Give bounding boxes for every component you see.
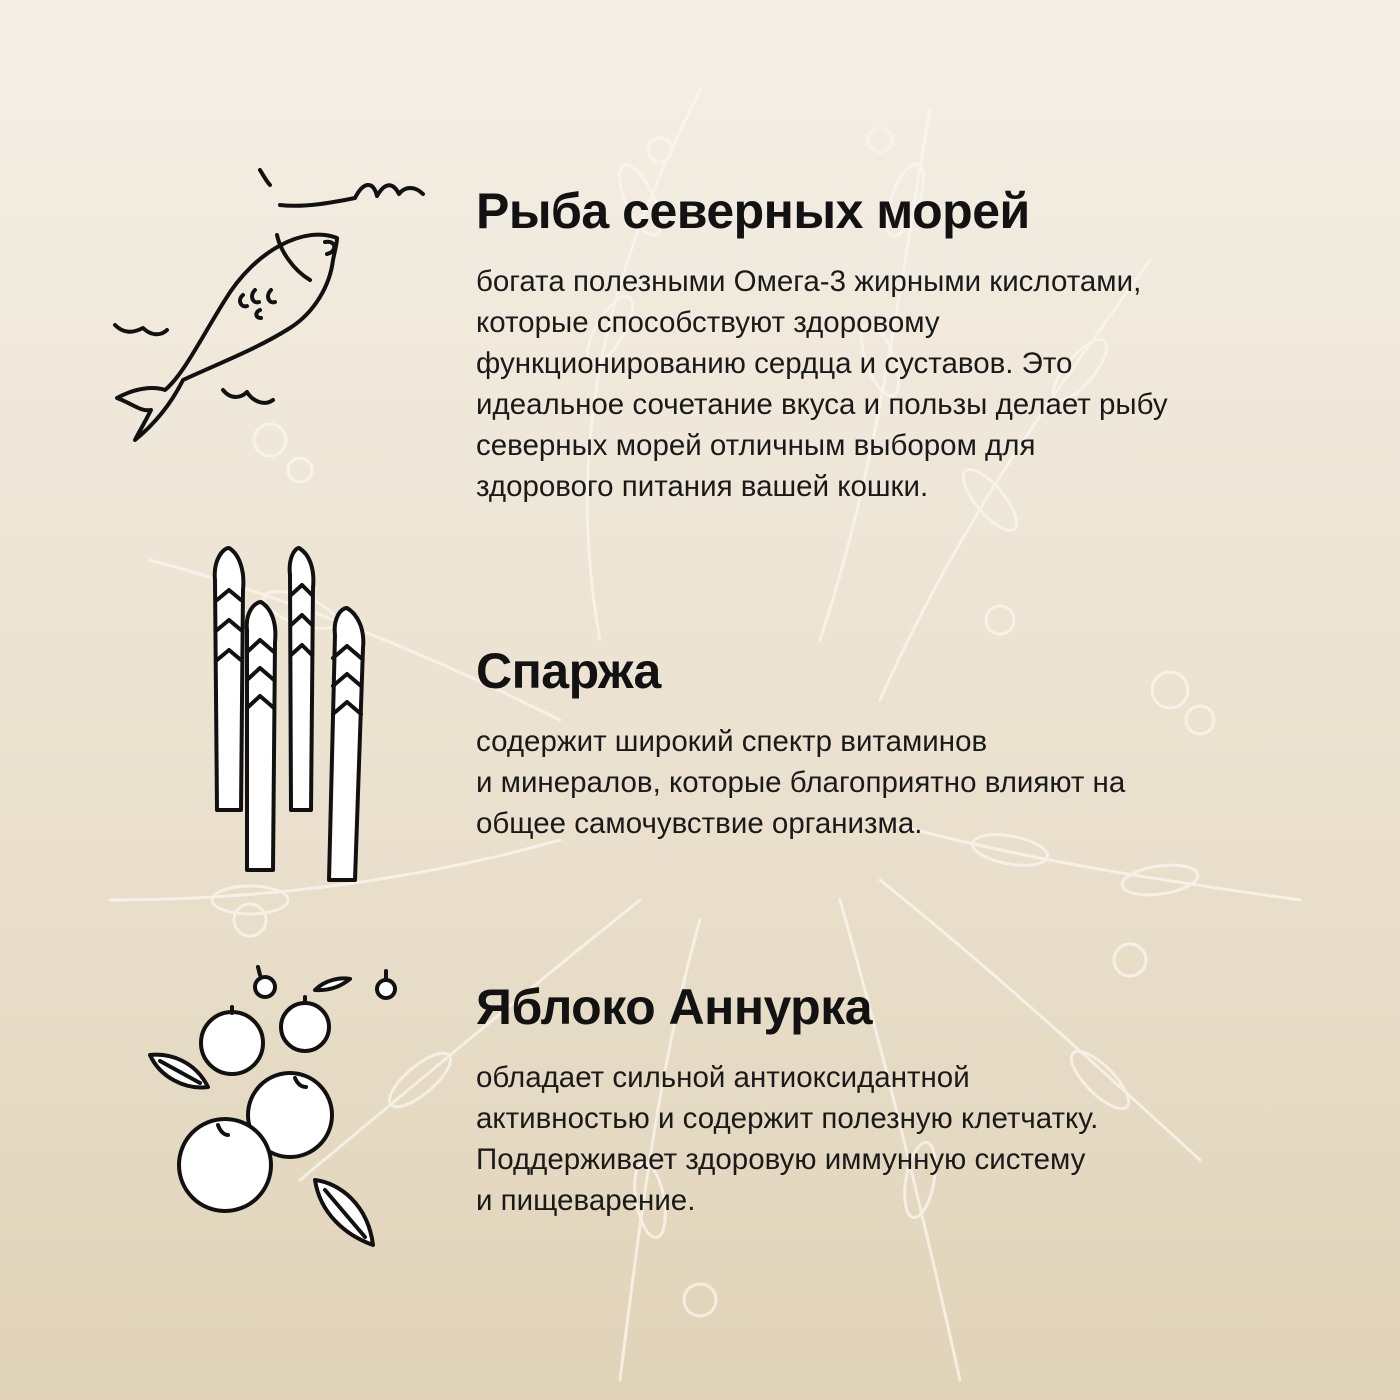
- description-line: и минералов, которые благоприятно влияют на: [476, 766, 1126, 799]
- section-description: [476, 1057, 1296, 1221]
- description-line: функционированию сердца и суставов. Это: [476, 347, 1073, 380]
- section-fish: [476, 184, 1296, 507]
- fish-icon: [105, 160, 435, 450]
- section-description: [476, 721, 1296, 844]
- description-line: общее самочувствие организма.: [476, 807, 923, 840]
- section-asparagus: [476, 644, 1296, 844]
- description-line: здорового питания вашей кошки.: [476, 470, 929, 503]
- description-line: северных морей отличным выбором для: [476, 429, 1036, 462]
- description-line: обладает сильной антиоксидантной: [476, 1061, 970, 1094]
- description-line: богата полезными Омега-3 жирными кислотами,: [476, 265, 1142, 298]
- asparagus-icon: [195, 540, 385, 890]
- description-line: содержит широкий спектр витаминов: [476, 725, 988, 758]
- description-line: которые способствуют здоровому: [476, 306, 940, 339]
- section-apple: [476, 980, 1296, 1221]
- section-title: Яблоко Аннурка: [476, 979, 873, 1035]
- section-title: Спаржа: [476, 643, 661, 699]
- description-line: активностью и содержит полезную клетчатку.: [476, 1102, 1099, 1135]
- section-title: Рыба северных морей: [476, 183, 1030, 239]
- description-line: идеальное сочетание вкуса и пользы делает рыбу: [476, 388, 1168, 421]
- section-description: [476, 261, 1296, 507]
- description-line: и пищеварение.: [476, 1184, 696, 1217]
- description-line: Поддерживает здоровую иммунную систему: [476, 1143, 1086, 1176]
- apple-icon: [140, 965, 410, 1250]
